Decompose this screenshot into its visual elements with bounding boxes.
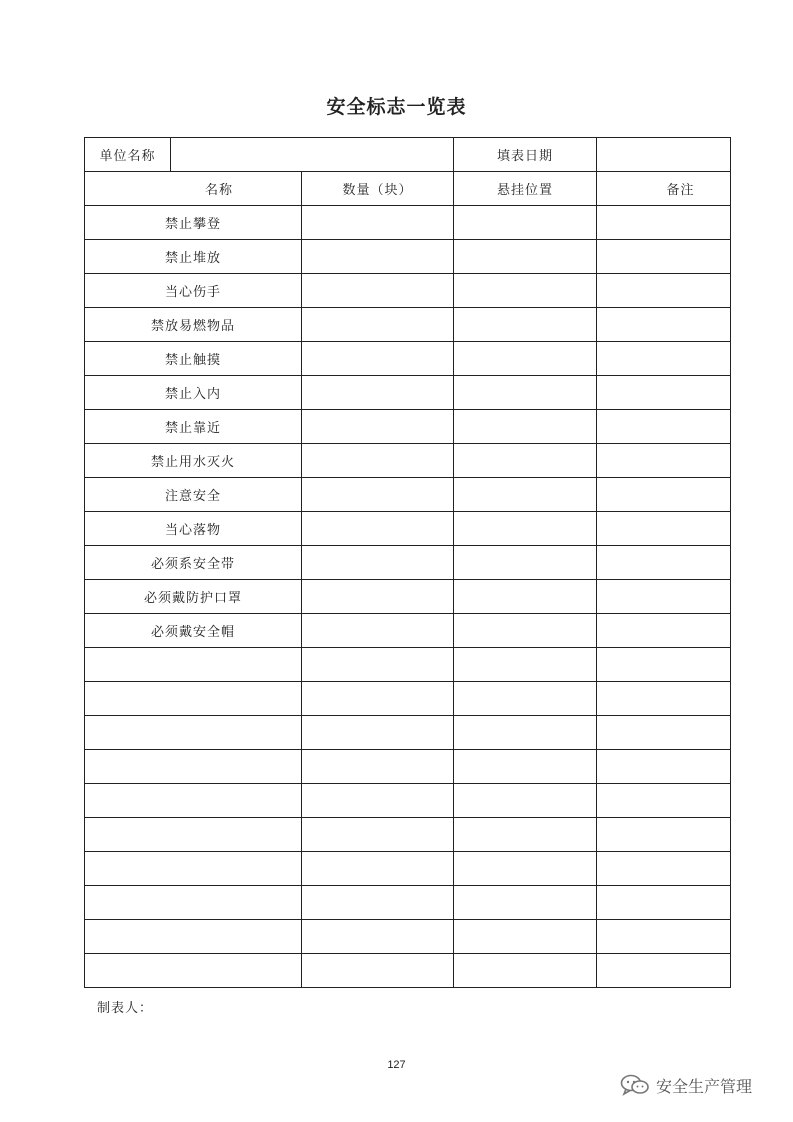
table-row bbox=[85, 274, 731, 308]
remark-cell[interactable] bbox=[597, 240, 731, 274]
remark-cell[interactable] bbox=[597, 546, 731, 580]
page-title: 安全标志一览表 bbox=[326, 96, 467, 118]
sign-name-cell bbox=[85, 784, 302, 818]
location-cell[interactable] bbox=[454, 206, 597, 240]
location-cell[interactable] bbox=[454, 580, 597, 614]
sign-name-cell: 禁止触摸 bbox=[85, 342, 302, 376]
location-cell[interactable] bbox=[454, 682, 597, 716]
sign-name-cell: 禁止用水灭火 bbox=[85, 444, 302, 478]
sign-name-cell bbox=[85, 852, 302, 886]
preparer-label: 制表人： bbox=[97, 1001, 154, 1016]
table-row bbox=[85, 376, 731, 410]
sign-name-cell bbox=[85, 954, 302, 988]
table-row bbox=[85, 716, 731, 750]
safety-sign-table bbox=[84, 137, 731, 988]
quantity-cell[interactable] bbox=[302, 206, 454, 240]
quantity-cell[interactable] bbox=[302, 546, 454, 580]
table-row bbox=[85, 342, 731, 376]
unit-name-field[interactable] bbox=[171, 138, 454, 172]
remark-cell[interactable] bbox=[597, 512, 731, 546]
location-cell[interactable] bbox=[454, 886, 597, 920]
column-header-quantity: 数量（块） bbox=[302, 172, 454, 206]
remark-cell[interactable] bbox=[597, 886, 731, 920]
table-row bbox=[85, 444, 731, 478]
table-row bbox=[85, 512, 731, 546]
remark-cell[interactable] bbox=[597, 376, 731, 410]
sign-name-cell bbox=[85, 818, 302, 852]
remark-cell[interactable] bbox=[597, 444, 731, 478]
location-cell[interactable] bbox=[454, 648, 597, 682]
table-row bbox=[85, 614, 731, 648]
quantity-cell[interactable] bbox=[302, 376, 454, 410]
remark-cell[interactable] bbox=[597, 920, 731, 954]
quantity-cell[interactable] bbox=[302, 478, 454, 512]
location-cell[interactable] bbox=[454, 716, 597, 750]
quantity-cell[interactable] bbox=[302, 342, 454, 376]
page-number: 127 bbox=[387, 1059, 406, 1071]
sign-name-cell bbox=[85, 750, 302, 784]
location-cell[interactable] bbox=[454, 444, 597, 478]
quantity-cell[interactable] bbox=[302, 784, 454, 818]
sign-name-cell: 当心落物 bbox=[85, 512, 302, 546]
sign-name-cell: 禁止攀登 bbox=[85, 206, 302, 240]
column-header-remark: 备注 bbox=[597, 172, 731, 206]
table-row bbox=[85, 206, 731, 240]
remark-cell[interactable] bbox=[597, 954, 731, 988]
header-info-row bbox=[85, 138, 731, 172]
sign-name-cell: 禁止靠近 bbox=[85, 410, 302, 444]
quantity-cell[interactable] bbox=[302, 614, 454, 648]
sign-name-cell bbox=[85, 886, 302, 920]
table-row bbox=[85, 920, 731, 954]
location-cell[interactable] bbox=[454, 376, 597, 410]
fill-date-field[interactable] bbox=[597, 138, 731, 172]
quantity-cell[interactable] bbox=[302, 818, 454, 852]
sign-name-cell: 注意安全 bbox=[85, 478, 302, 512]
quantity-cell[interactable] bbox=[302, 716, 454, 750]
remark-cell[interactable] bbox=[597, 614, 731, 648]
location-cell[interactable] bbox=[454, 274, 597, 308]
watermark bbox=[620, 1073, 752, 1097]
sign-name-cell bbox=[85, 648, 302, 682]
location-cell[interactable] bbox=[454, 342, 597, 376]
wechat-icon bbox=[620, 1073, 650, 1097]
column-header-name: 名称 bbox=[85, 172, 302, 206]
remark-cell[interactable] bbox=[597, 274, 731, 308]
remark-cell[interactable] bbox=[597, 784, 731, 818]
location-cell[interactable] bbox=[454, 410, 597, 444]
watermark-text: 安全生产管理 bbox=[656, 1076, 753, 1096]
unit-name-label: 单位名称 bbox=[85, 138, 171, 172]
table-row bbox=[85, 240, 731, 274]
remark-cell[interactable] bbox=[597, 648, 731, 682]
location-cell[interactable] bbox=[454, 920, 597, 954]
table-row bbox=[85, 580, 731, 614]
table-row bbox=[85, 886, 731, 920]
sign-name-cell: 必须戴安全帽 bbox=[85, 614, 302, 648]
sign-name-cell: 禁放易燃物品 bbox=[85, 308, 302, 342]
sign-name-cell: 禁止堆放 bbox=[85, 240, 302, 274]
location-cell[interactable] bbox=[454, 546, 597, 580]
quantity-cell[interactable] bbox=[302, 240, 454, 274]
location-cell[interactable] bbox=[454, 954, 597, 988]
table-row bbox=[85, 818, 731, 852]
sign-name-cell bbox=[85, 682, 302, 716]
quantity-cell[interactable] bbox=[302, 852, 454, 886]
location-cell[interactable] bbox=[454, 818, 597, 852]
remark-cell[interactable] bbox=[597, 478, 731, 512]
sign-name-cell: 禁止入内 bbox=[85, 376, 302, 410]
quantity-cell[interactable] bbox=[302, 750, 454, 784]
location-cell[interactable] bbox=[454, 784, 597, 818]
quantity-cell[interactable] bbox=[302, 580, 454, 614]
table-row bbox=[85, 478, 731, 512]
remark-cell[interactable] bbox=[597, 852, 731, 886]
remark-cell[interactable] bbox=[597, 682, 731, 716]
sign-name-cell bbox=[85, 716, 302, 750]
quantity-cell[interactable] bbox=[302, 648, 454, 682]
quantity-cell[interactable] bbox=[302, 886, 454, 920]
location-cell[interactable] bbox=[454, 308, 597, 342]
fill-date-label: 填表日期 bbox=[454, 138, 597, 172]
location-cell[interactable] bbox=[454, 512, 597, 546]
location-cell[interactable] bbox=[454, 750, 597, 784]
table-row bbox=[85, 784, 731, 818]
location-cell[interactable] bbox=[454, 852, 597, 886]
sign-name-cell: 当心伤手 bbox=[85, 274, 302, 308]
remark-cell[interactable] bbox=[597, 818, 731, 852]
location-cell[interactable] bbox=[454, 614, 597, 648]
remark-cell[interactable] bbox=[597, 716, 731, 750]
column-header-location: 悬挂位置 bbox=[454, 172, 597, 206]
remark-cell[interactable] bbox=[597, 750, 731, 784]
sign-name-cell bbox=[85, 920, 302, 954]
table-row bbox=[85, 954, 731, 988]
table-row bbox=[85, 750, 731, 784]
quantity-cell[interactable] bbox=[302, 512, 454, 546]
remark-cell[interactable] bbox=[597, 580, 731, 614]
table-row bbox=[85, 852, 731, 886]
sign-name-cell: 必须系安全带 bbox=[85, 546, 302, 580]
remark-cell[interactable] bbox=[597, 410, 731, 444]
table-row bbox=[85, 682, 731, 716]
quantity-cell[interactable] bbox=[302, 682, 454, 716]
sign-name-cell: 必须戴防护口罩 bbox=[85, 580, 302, 614]
remark-cell[interactable] bbox=[597, 308, 731, 342]
table-row bbox=[85, 648, 731, 682]
table-row bbox=[85, 410, 731, 444]
quantity-cell[interactable] bbox=[302, 444, 454, 478]
remark-cell[interactable] bbox=[597, 342, 731, 376]
remark-cell[interactable] bbox=[597, 206, 731, 240]
table-row bbox=[85, 546, 731, 580]
quantity-cell[interactable] bbox=[302, 410, 454, 444]
location-cell[interactable] bbox=[454, 478, 597, 512]
location-cell[interactable] bbox=[454, 240, 597, 274]
quantity-cell[interactable] bbox=[302, 274, 454, 308]
quantity-cell[interactable] bbox=[302, 920, 454, 954]
table-row bbox=[85, 308, 731, 342]
column-header-row bbox=[85, 172, 731, 206]
quantity-cell[interactable] bbox=[302, 954, 454, 988]
quantity-cell[interactable] bbox=[302, 308, 454, 342]
